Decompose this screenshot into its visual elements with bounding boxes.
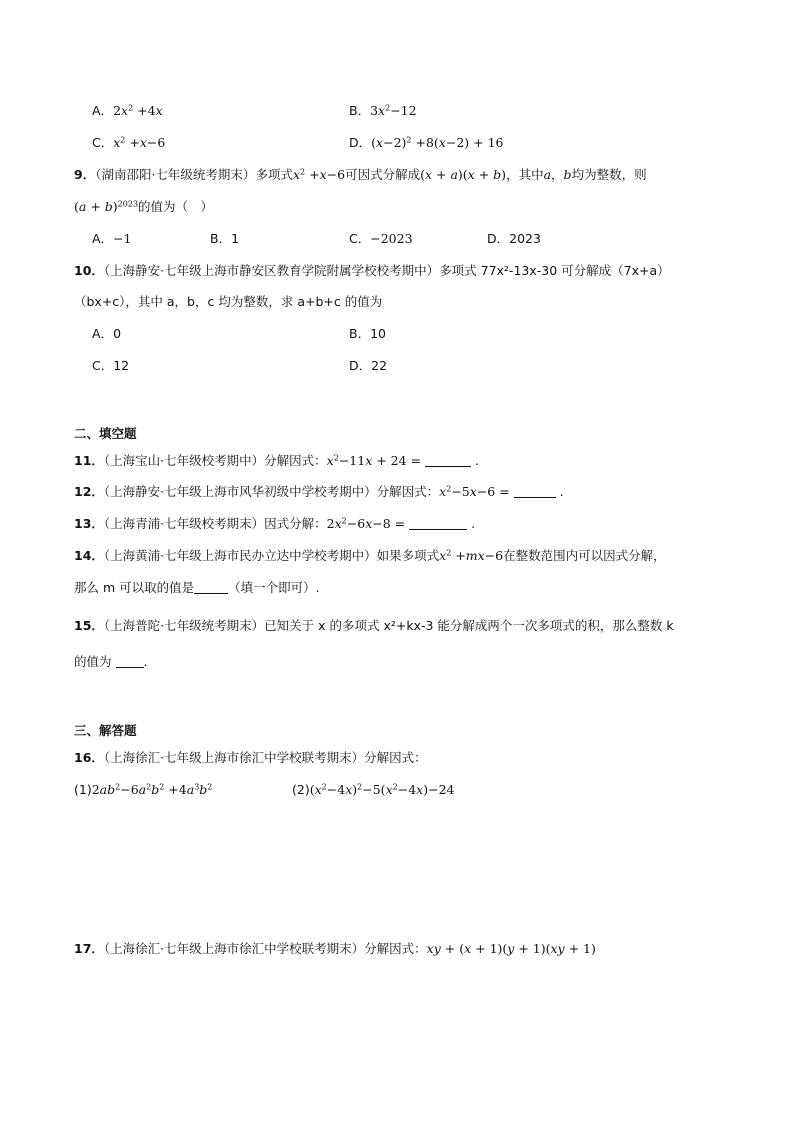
q16-part1: $(1)2ab^2-6a^2b^2 +4a^3b^2$ [74, 782, 213, 797]
q9-option-a: A．−1 [92, 231, 132, 246]
q15-line1: 15．（上海普陀·七年级统考期末）已知关于 x 的多项式 x²+kx-3 能分解成两个一次多项式的积，那么整数 k [74, 618, 674, 633]
q17: 17．（上海徐汇·七年级上海市徐汇中学校联考期末）分解因式：xy + (x + 1)(y + 1)(xy + 1) [74, 941, 596, 956]
answer-blank[interactable] [116, 655, 144, 668]
section-fill-in-title: 二、填空题 [74, 426, 137, 441]
q10-source: （上海静安·七年级上海市静安区教育学院附属学校校考期中） [103, 263, 440, 278]
answer-blank[interactable] [425, 454, 471, 467]
section-answer-title: 三、解答题 [74, 723, 137, 738]
q9-line2: $(a + b)^{2023}$的值为（ ） [74, 199, 214, 214]
q10-option-b: B．10 [349, 326, 386, 341]
q9-number: 9． [74, 167, 96, 182]
q10-line1: 10．（上海静安·七年级上海市静安区教育学院附属学校校考期中）多项式 77x²-13x-30 可分解成（7x+a） [74, 263, 670, 278]
q10-option-a: A．0 [92, 326, 122, 341]
answer-blank[interactable] [514, 485, 556, 498]
q10-line2: （bx+c），其中 a，b，c 均为整数，求 a+b+c 的值为 [74, 294, 383, 309]
q9-line1: 9．（湖南邵阳·七年级统考期末）多项式$x^2 +x-6$可因式分解成(x + a)(x + b)，其中a，b均为整数，则 [74, 167, 647, 182]
q9-option-c: C．−2023 [349, 231, 413, 246]
answer-blank[interactable] [194, 581, 228, 594]
answer-blank[interactable] [409, 517, 467, 530]
q10-option-c: C．12 [92, 358, 130, 373]
q8-option-c: C．$x^2 +x-6$ [92, 135, 166, 150]
q16: 16．（上海徐汇·七年级上海市徐汇中学校联考期末）分解因式： [74, 750, 427, 765]
q8-option-d: D．$(x-2)^2 +8(x-2) + 16$ [349, 135, 504, 150]
q13: 13．（上海青浦·七年级校考期末）因式分解：$2x^2-6x-8$ = . [74, 516, 476, 531]
q15-line2: 的值为 . [74, 654, 148, 669]
q14-line1: 14．（上海黄浦·七年级上海市民办立达中学校考期中）如果多项式$x^2 +mx-6$在整数范围内可以因式分解， [74, 548, 666, 563]
q14-line2: 那么 m 可以取的值是 （填一个即可）. [74, 580, 320, 595]
q10-option-d: D．22 [349, 358, 388, 373]
q9-option-b: B．1 [210, 231, 240, 246]
q16-part2: $(2)(x^2-4x)^2-5(x^2-4x)-24$ [292, 782, 455, 797]
q8-option-a: A．$2x^2 +4x$ [92, 103, 163, 118]
q9-option-d: D．2023 [487, 231, 541, 246]
q10-number: 10． [74, 263, 104, 278]
q9-source: （湖南邵阳·七年级统考期末） [95, 167, 256, 182]
q8-option-b: B．$3x^2-12$ [349, 103, 417, 118]
q12: 12．（上海静安·七年级上海市风华初级中学校考期中）分解因式：$x^2-5x-6$ = . [74, 484, 564, 499]
q11: 11．（上海宝山·七年级校考期中）分解因式：$x^2-11x + 24$ = . [74, 453, 479, 468]
